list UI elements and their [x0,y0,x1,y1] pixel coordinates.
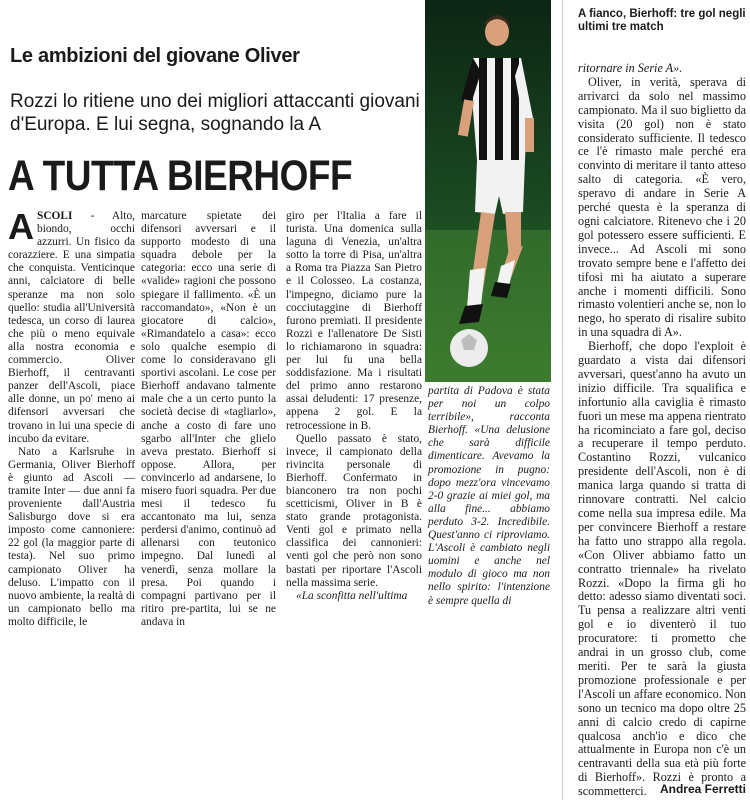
paragraph [8,206,135,446]
drop-cap: A [8,206,34,247]
column-divider [562,0,563,800]
article-kicker: Le ambizioni del giovane Oliver [10,45,300,67]
article-subtitle: Rozzi lo ritiene uno dei migliori attaccanti giovani d'Europa. E lui segna, sognando la A [10,91,420,135]
text-column-5 [578,62,746,799]
paragraph: Bierhoff, che dopo l'exploit è guardato a vista dai difensori avversari, quest'anno ha avuto un inizio difficile. Tra squalifica e infortunio alla caviglia è rimasto fuori un mese ma appena rientrato ha ricominciato a fare gol, deciso a recuperare il tempo perduto. Costantino Rozzi, vulcanico presidente dell'Ascoli, non è di manica larga quando si tratta di rinnovare contratti. Nel calcio come nella sua impresa edile. Ma per convincere Bierhoff a restare ha fatto uno strappo alla regola. «Con Oliver abbiamo fatto un contratto triennale» ha rivelato Rozzi. «Dopo la firma gli ho detto: adesso siamo diventati soci. Tu pensa a realizzare altri venti gol e io diventerò il tuo procuratore: ti prometto che andrai in un grosso club, come meriti. Per te sarà la giusta promozione professionale e per l'Ascoli un affare economico. Non sono un tecnico ma dopo oltre 25 anni di calcio credo di capirne qualcosa anch'io e dico che attualmente in Europa non c'è un centravanti della sua età più forte di Bierhoff». Rozzi è pronto a scommetterci. [578,339,746,799]
paragraph-quote: partita di Padova è stata per noi un colpo terribile», racconta Bierhoff. «Una delusione che sarà difficile dimenticare. Avevamo la promozione in pugno: dopo mezz'ora vincevamo 2-0 grazie ai miei gol, ma alla fine... abbiamo perduto 3-2. Incredibile. Quest'anno ci riproviamo. L'Ascoli è cambiato negli uomini e anche nel modulo di gioco ma non nello spirito: l'intenzione è sempre quella di [428,385,550,607]
byline: Andrea Ferretti [659,782,746,796]
dateline: SCOLI [37,210,73,222]
text-column-1 [8,206,135,629]
paragraph-text: - Alto, biondo, occhi azzurri. Un fisico da corazziere. E una simpatia che conquista. Venticinque anni, calciatore di belle speranze ma non solo quello: studia all'Università tedesca, un corso di laurea che più o meno equivale alla nostra economia e commercio. Oliver Bierhoff, il centravanti panzer dell'Ascoli, piace alle donne, un po' meno ai difensori avversari che trovano in lui una specie di incubo da evitare. [8,210,135,445]
paragraph: Oliver, in verità, sperava di arrivarci da solo nel massimo campionato. Ma il suo biglietto da visita (20 gol) non è stato considerato sufficiente. Il tedesco ce l'è rimasto male perché era convinto di meritare il tanto atteso salto di categoria. «È vero, speravo di andare in Serie A perché questa è la speranza di ogni calciatore. Ritenevo che i 20 gol potessero essere sufficienti. E invece... Ad Ascoli mi sono trovato sempre bene e l'affetto dei tifosi mi ha aiutato a superare anche i momenti difficili. Sono rimasto volentieri anche se, non lo nego, ho sperato di risalire subito in una squadra di A». [578,74,746,340]
text-column-4 [428,385,550,608]
player-illustration [425,0,551,382]
paragraph-quote: «La sconfitta nell'ultima [296,589,408,602]
photo-caption: A fianco, Bierhoff: tre gol negli ultimi tre match [578,8,746,33]
paragraph: giro per l'Italia a fare il turista. Una domenica sulla laguna di Venezia, un'altra sotto la torre di Pisa, un'altra a Roma tra Piazza San Pietro e il Colosseo. La costanza, l'impegno, diciamo pure la cocciutaggine di Bierhoff furono premiati. Il presidente Rozzi e l'allenatore De Sisti lo richiamarono in squadra: per lui fu una bella soddisfazione. Ma i risultati del primo anno restarono assai deludenti: 17 presenze, appena 2 gol. E la retrocessione in B. [286,210,422,432]
paragraph-quote: ritornare in Serie A». [578,61,683,75]
article-headline: A TUTTA BIERHOFF [8,152,353,200]
paragraph: Quello passato è stato, invece, il campionato della rivincita personale di Bierhoff. Confermato in bianconero tra non pochi scetticismi, Oliver in B è stato grande protagonista. Venti gol e primato nella classifica dei cannonieri: venti gol che però non sono bastati per riportare l'Ascoli nella massima serie. [286,432,422,589]
player-photo [425,0,551,382]
text-column-3 [286,210,422,603]
paragraph: marcature spietate dei difensori avversari e il supporto modesto di una squadra debole per la categoria: ecco una serie di «valide» ragioni che possono spiegare il fallimento. «È un raccomandato», «Non è un giocatore di calcio», «Rimandatelo a casa»: ecco solo qualche esempio di come lo consideravano gli sportivi ascolani. Le cose per Bierhoff andavano talmente male che a un certo punto la società decise di «tagliarlo», anche a costo di fare uno sgarbo all'Inter che glielo aveva prestato. Bierhoff si oppose. Allora, per convincerlo ad andarsene, lo misero fuori squadra. Per due mesi il tedesco fu accantonato ma lui, senza perdersi d'animo, continuò ad allenarsi con teutonico impegno. Dal lunedì al venerdì, senza mollare la presa. Poi quando i compagni partivano per il ritiro pre-partita, lui se ne andava in [141,210,276,628]
text-column-2 [141,210,276,629]
paragraph: Nato a Karlsruhe in Germania, Oliver Bierhoff è giunto ad Ascoli — tramite Inter — due anni fa proveniente dall'Austria Salisburgo dove si era imposto come cannoniere: 22 gol (la maggior parte di testa). Nel suo primo campionato Oliver ha deluso. L'impatto con il nuovo ambiente, la realtà di un campionato bello ma molto difficile, le [8,445,135,628]
